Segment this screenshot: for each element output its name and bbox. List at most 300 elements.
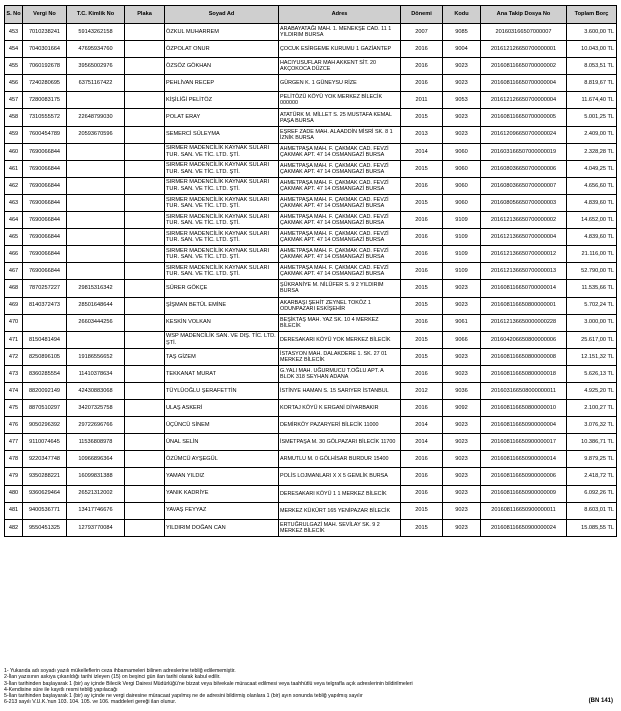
cell-soyad-ad: TAŞ GİZEM — [165, 348, 279, 365]
table-row — [5, 143, 617, 160]
cell-dosya-no: 201608036650700000006 — [481, 160, 567, 177]
cell-kodu: 9023 — [443, 109, 481, 126]
table-row — [5, 485, 617, 502]
cell-adres: AHMETPAŞA MAH. F. ÇAKMAK CAD. FEVZİ ÇAKMAK APT. 47 14 OSMANGAZİ BURSA — [279, 212, 401, 229]
table-row — [5, 297, 617, 314]
cell-soyad-ad: KESKİN VOLKAN — [165, 314, 279, 331]
cell-tc-kimlik-no: 26521312002 — [67, 485, 125, 502]
cell-kodu: 9023 — [443, 280, 481, 297]
cell-plaka — [125, 417, 165, 434]
table-row — [5, 194, 617, 211]
cell-plaka — [125, 468, 165, 485]
cell-adres: ERTUĞRULGAZİ MAH. SEVİLAY SK. 9 2 MERKEZ BİLECİK — [279, 519, 401, 536]
cell-plaka — [125, 519, 165, 536]
cell-vergi-no: 7280083175 — [23, 92, 67, 109]
cell-tc-kimlik-no: 13417746676 — [67, 502, 125, 519]
cell-sno: 472 — [5, 348, 23, 365]
cell-donemi: 2015 — [401, 280, 443, 297]
cell-kodu: 9092 — [443, 400, 481, 417]
cell-sno: 460 — [5, 143, 23, 160]
cell-dosya-no: 201608116650900000024 — [481, 519, 567, 536]
cell-plaka — [125, 280, 165, 297]
cell-soyad-ad: TÜYLÜOĞLU ŞERAFETTİN — [165, 382, 279, 399]
cell-adres: EŞREF ZADE MAH. ALAADDİN MİSRİ SK. 8 1 İZNİK BURSA — [279, 126, 401, 143]
cell-soyad-ad: SEMERCİ SÜLEYMA — [165, 126, 279, 143]
cell-vergi-no: 8140372473 — [23, 297, 67, 314]
cell-dosya-no: 201608036650700000007 — [481, 177, 567, 194]
cell-plaka — [125, 502, 165, 519]
cell-vergi-no: 7240280695 — [23, 75, 67, 92]
cell-tc-kimlik-no: 28501648644 — [67, 297, 125, 314]
table-header-row — [5, 6, 617, 24]
cell-dosya-no: 201608116650900000009 — [481, 485, 567, 502]
cell-adres: ARABAYATAĞI MAH. 1. MENEKŞE CAD. 11 1 YILDIRIM BURSA — [279, 24, 401, 41]
table-row — [5, 246, 617, 263]
header-toplam-borc: Toplam Borç — [567, 6, 617, 24]
cell-plaka — [125, 485, 165, 502]
footnote-line: 3-İlan tarihinden başlayarak 1 (bir) ay içinde Bilecik Vergi Dairesi Müdürlüğü'ne bizzat veya bilvekale müracaat edilmesi veya taahhütlü veya telgrafla açık adreslerinin bildirilmeleri — [4, 680, 413, 687]
table-row — [5, 212, 617, 229]
table-row — [5, 177, 617, 194]
cell-plaka — [125, 212, 165, 229]
cell-adres: HACIYUSUFLAR MAH AKKENT SİT. 20 AKÇOKOCA DÜZCE — [279, 58, 401, 75]
cell-tc-kimlik-no: 29722696766 — [67, 417, 125, 434]
cell-donemi: 2013 — [401, 126, 443, 143]
cell-dosya-no: 201608116650700000004 — [481, 75, 567, 92]
cell-tc-kimlik-no: 11536808978 — [67, 434, 125, 451]
cell-dosya-no: 201612136650000000228 — [481, 314, 567, 331]
table-row — [5, 58, 617, 75]
cell-sno: 481 — [5, 502, 23, 519]
cell-sno: 469 — [5, 297, 23, 314]
cell-sno: 456 — [5, 75, 23, 92]
cell-plaka — [125, 24, 165, 41]
cell-kodu: 9061 — [443, 314, 481, 331]
cell-kodu: 9004 — [443, 41, 481, 58]
cell-vergi-no: 9350288221 — [23, 468, 67, 485]
cell-plaka — [125, 297, 165, 314]
cell-toplam-borc: 6.092,26 TL — [567, 485, 617, 502]
cell-soyad-ad: SÜRER GÖKÇE — [165, 280, 279, 297]
cell-sno: 458 — [5, 109, 23, 126]
cell-plaka — [125, 92, 165, 109]
cell-soyad-ad: SIRMER MADENCİLİK KAYNAK SULARI TUR. SAN. VE TİC. LTD. ŞTİ. — [165, 194, 279, 211]
cell-adres: İSTİNYE HAMAN S. 15 SARIYER İSTANBUL — [279, 382, 401, 399]
table-row — [5, 331, 617, 348]
cell-vergi-no: 7870257227 — [23, 280, 67, 297]
cell-dosya-no: 201612126650700000001 — [481, 41, 567, 58]
table-row — [5, 109, 617, 126]
cell-tc-kimlik-no: 29815316342 — [67, 280, 125, 297]
cell-soyad-ad: SIRMER MADENCİLİK KAYNAK SULARI TUR. SAN. VE TİC. LTD. ŞTİ. — [165, 212, 279, 229]
cell-toplam-borc: 10.386,71 TL — [567, 434, 617, 451]
cell-kodu: 9109 — [443, 212, 481, 229]
cell-donemi: 2016 — [401, 58, 443, 75]
cell-dosya-no: 201612136650700000012 — [481, 246, 567, 263]
cell-kodu: 9023 — [443, 297, 481, 314]
cell-dosya-no: 201612136650700000002 — [481, 212, 567, 229]
cell-toplam-borc: 3.076,32 TL — [567, 417, 617, 434]
cell-kodu: 9060 — [443, 177, 481, 194]
table-row — [5, 160, 617, 177]
cell-adres: PELİTÖZÜ KÖYÜ YOK MERKEZ BİLECİK 000000 — [279, 92, 401, 109]
cell-donemi: 2016 — [401, 177, 443, 194]
cell-vergi-no: 7690066844 — [23, 160, 67, 177]
cell-sno: 465 — [5, 229, 23, 246]
cell-dosya-no: 201612126650700000004 — [481, 92, 567, 109]
cell-donemi: 2014 — [401, 417, 443, 434]
cell-kodu: 9023 — [443, 485, 481, 502]
cell-kodu: 9023 — [443, 348, 481, 365]
cell-plaka — [125, 451, 165, 468]
cell-dosya-no: 201608116650900000004 — [481, 417, 567, 434]
cell-toplam-borc: 4.656,60 TL — [567, 177, 617, 194]
cell-sno: 463 — [5, 194, 23, 211]
cell-sno: 476 — [5, 417, 23, 434]
cell-adres: BEŞİKTAŞ MAH. YAZ SK. 10 4 MERKEZ BİLECİK — [279, 314, 401, 331]
cell-soyad-ad: ŞİŞMAN BETÜL EMİNE — [165, 297, 279, 314]
cell-plaka — [125, 314, 165, 331]
cell-plaka — [125, 41, 165, 58]
cell-tc-kimlik-no — [67, 143, 125, 160]
cell-dosya-no: 201603166508000000011 — [481, 382, 567, 399]
cell-soyad-ad: SIRMER MADENCİLİK KAYNAK SULARI TUR. SAN. VE TİC. LTD. ŞTİ. — [165, 160, 279, 177]
cell-toplam-borc: 8.819,67 TL — [567, 75, 617, 92]
cell-soyad-ad: YILDIRIM DOĞAN CAN — [165, 519, 279, 536]
cell-donemi: 2016 — [401, 263, 443, 280]
cell-vergi-no: 8820092149 — [23, 382, 67, 399]
cell-dosya-no: 201608116650700000002 — [481, 58, 567, 75]
cell-donemi: 2015 — [401, 331, 443, 348]
cell-sno: 468 — [5, 280, 23, 297]
cell-toplam-borc: 5.702,24 TL — [567, 297, 617, 314]
cell-soyad-ad: SIRMER MADENCİLİK KAYNAK SULARI TUR. SAN. VE TİC. LTD. ŞTİ. — [165, 177, 279, 194]
cell-kodu: 9060 — [443, 194, 481, 211]
cell-dosya-no: 201608116650900000011 — [481, 502, 567, 519]
cell-toplam-borc: 3.000,00 TL — [567, 314, 617, 331]
cell-adres: G.YALI MAH. UĞURMUCU T.OĞLU APT. A BLOK 318 SEYHAN ADANA — [279, 365, 401, 382]
cell-dosya-no: 201608116650800000008 — [481, 348, 567, 365]
cell-sno: 482 — [5, 519, 23, 536]
cell-kodu: 9023 — [443, 451, 481, 468]
cell-tc-kimlik-no: 59143262158 — [67, 24, 125, 41]
cell-vergi-no: 9400536771 — [23, 502, 67, 519]
cell-dosya-no: 201603166507000007 — [481, 24, 567, 41]
cell-plaka — [125, 348, 165, 365]
cell-vergi-no: 8360285554 — [23, 365, 67, 382]
cell-donemi: 2016 — [401, 451, 443, 468]
cell-donemi: 2016 — [401, 41, 443, 58]
cell-vergi-no: 7690066844 — [23, 212, 67, 229]
cell-kodu: 9023 — [443, 417, 481, 434]
cell-vergi-no: 8870510297 — [23, 400, 67, 417]
cell-adres: AHMETPAŞA MAH. F. ÇAKMAK CAD. FEVZİ ÇAKMAK APT. 47 14 OSMANGAZİ BURSA — [279, 229, 401, 246]
cell-adres: İSMETPAŞA M. 30 GÖLPAZARI BİLECİK 11700 — [279, 434, 401, 451]
cell-adres: DERESAKARI KÖYÜ YOK MERKEZ BİLECİK — [279, 331, 401, 348]
cell-vergi-no: 7690066844 — [23, 229, 67, 246]
cell-plaka — [125, 143, 165, 160]
cell-sno: 470 — [5, 314, 23, 331]
cell-toplam-borc: 3.600,00 TL — [567, 24, 617, 41]
cell-soyad-ad: POLAT ERAY — [165, 109, 279, 126]
cell-dosya-no: 201608116650900000017 — [481, 434, 567, 451]
cell-vergi-no: 9110074645 — [23, 434, 67, 451]
cell-adres: AHMETPAŞA MAH. F. ÇAKMAK CAD. FEVZİ ÇAKMAK APT. 47 14 OSMANGAZİ BURSA — [279, 194, 401, 211]
table-row — [5, 434, 617, 451]
cell-sno: 467 — [5, 263, 23, 280]
cell-soyad-ad: SIRMER MADENCİLİK KAYNAK SULARI TUR. SAN. VE TİC. LTD. ŞTİ. — [165, 246, 279, 263]
cell-toplam-borc: 14.652,00 TL — [567, 212, 617, 229]
cell-adres: AKARBAŞI ŞEHİT ZEYNEL TOKÖZ 1 ODUNPAZARI ESKİŞEHİR — [279, 297, 401, 314]
cell-donemi: 2016 — [401, 365, 443, 382]
cell-kodu: 9023 — [443, 58, 481, 75]
cell-toplam-borc: 2.328,28 TL — [567, 143, 617, 160]
cell-donemi: 2015 — [401, 109, 443, 126]
header-sno: S. No — [5, 6, 23, 24]
cell-sno: 464 — [5, 212, 23, 229]
cell-soyad-ad: YANIK KADRİYE — [165, 485, 279, 502]
cell-plaka — [125, 160, 165, 177]
cell-dosya-no: 201608116650800000018 — [481, 365, 567, 382]
cell-toplam-borc: 11.535,66 TL — [567, 280, 617, 297]
cell-sno: 474 — [5, 382, 23, 399]
cell-dosya-no: 201608116650900000014 — [481, 451, 567, 468]
cell-dosya-no: 201608056650700000003 — [481, 194, 567, 211]
cell-soyad-ad: ÜNAL SELİN — [165, 434, 279, 451]
cell-toplam-borc: 4.925,20 TL — [567, 382, 617, 399]
table-row — [5, 502, 617, 519]
cell-toplam-borc: 25.617,00 TL — [567, 331, 617, 348]
cell-toplam-borc: 4.839,60 TL — [567, 194, 617, 211]
table-row — [5, 41, 617, 58]
cell-dosya-no: 201612136650700000013 — [481, 263, 567, 280]
cell-kodu: 9023 — [443, 365, 481, 382]
cell-donemi: 2015 — [401, 160, 443, 177]
table-row — [5, 75, 617, 92]
cell-plaka — [125, 109, 165, 126]
cell-kodu: 9109 — [443, 246, 481, 263]
cell-dosya-no: 201603166507000000019 — [481, 143, 567, 160]
cell-toplam-borc: 4.839,60 TL — [567, 229, 617, 246]
cell-plaka — [125, 229, 165, 246]
cell-donemi: 2007 — [401, 24, 443, 41]
debt-notice-table-container — [4, 5, 616, 537]
cell-plaka — [125, 263, 165, 280]
footnotes — [4, 668, 616, 706]
cell-donemi: 2015 — [401, 297, 443, 314]
cell-tc-kimlik-no: 16099831388 — [67, 468, 125, 485]
cell-tc-kimlik-no: 47695934760 — [67, 41, 125, 58]
cell-adres: ÇOCUK ESİRGEME KURUMU 1 GAZİANTEP — [279, 41, 401, 58]
cell-donemi: 2016 — [401, 400, 443, 417]
cell-kodu: 9023 — [443, 468, 481, 485]
cell-kodu: 9036 — [443, 382, 481, 399]
cell-dosya-no: 201612136650700000004 — [481, 229, 567, 246]
cell-plaka — [125, 58, 165, 75]
cell-soyad-ad: ÖZSÖZ GÖKHAN — [165, 58, 279, 75]
cell-vergi-no: 7310555572 — [23, 109, 67, 126]
cell-tc-kimlik-no: 12793770084 — [67, 519, 125, 536]
cell-soyad-ad: SIRMER MADENCİLİK KAYNAK SULARI TUR. SAN. VE TİC. LTD. ŞTİ. — [165, 143, 279, 160]
cell-soyad-ad: WSP MADENCİLİK SAN. VE DIŞ. TİC. LTD. ŞTİ. — [165, 331, 279, 348]
cell-tc-kimlik-no: 63751167422 — [67, 75, 125, 92]
cell-donemi: 2015 — [401, 502, 443, 519]
cell-adres: ATATÜRK M. MİLLET S. 25 MUSTAFA KEMAL PAŞA BURSA — [279, 109, 401, 126]
table-row — [5, 365, 617, 382]
cell-soyad-ad: SIRMER MADENCİLİK KAYNAK SULARI TUR. SAN. VE TİC. LTD. ŞTİ. — [165, 263, 279, 280]
cell-dosya-no: 201608116650700000014 — [481, 280, 567, 297]
cell-sno: 473 — [5, 365, 23, 382]
table-row — [5, 348, 617, 365]
cell-plaka — [125, 434, 165, 451]
cell-donemi: 2016 — [401, 314, 443, 331]
cell-donemi: 2016 — [401, 212, 443, 229]
table-row — [5, 280, 617, 297]
cell-vergi-no: 7690066844 — [23, 263, 67, 280]
cell-tc-kimlik-no: 19186556652 — [67, 348, 125, 365]
cell-sno: 466 — [5, 246, 23, 263]
cell-adres: AHMETPAŞA MAH. F. ÇAKMAK CAD. FEVZİ ÇAKMAK APT. 47 14 OSMANGAZİ BURSA — [279, 177, 401, 194]
footnote-line: 2-İlan yazısının askıya çıkarıldığı tarihi izleyen (15) on beşinci gün ilan tarihi olarak kabul edilir. — [4, 674, 221, 681]
cell-dosya-no: 201608116650800000001 — [481, 297, 567, 314]
cell-soyad-ad: ÜÇÜNCÜ SİNEM — [165, 417, 279, 434]
cell-vergi-no: 7060192678 — [23, 58, 67, 75]
cell-tc-kimlik-no — [67, 92, 125, 109]
footnote-line: 1- Yukarıda adı soyadı yazılı mükelleflerin ceza ihbarnameleri bilinen adreslerine tebliğ edilememiştir. — [4, 668, 236, 674]
cell-kodu: 9109 — [443, 229, 481, 246]
cell-kodu: 9023 — [443, 502, 481, 519]
cell-toplam-borc: 8.603,01 TL — [567, 502, 617, 519]
cell-adres: DEMİRKÖY PAZARYERİ BİLECİK 11000 — [279, 417, 401, 434]
cell-plaka — [125, 194, 165, 211]
cell-plaka — [125, 177, 165, 194]
header-adres: Adres — [279, 6, 401, 24]
cell-vergi-no: 7690066844 — [23, 143, 67, 160]
footnote-line: 5-İlan tarihinden başlayarak 1 (bir) ay içinde ne vergi dairesine müracaat yapılmış ne de adresini bildirmiş olanlara 1 (bir) ayın sonunda tebliğ yapılmış sayılır — [4, 693, 363, 700]
cell-dosya-no: 201608116650700000005 — [481, 109, 567, 126]
cell-donemi: 2016 — [401, 75, 443, 92]
cell-kodu: 9053 — [443, 92, 481, 109]
table-row — [5, 92, 617, 109]
header-tc-kimlik-no: T.C. Kimlik No — [67, 6, 125, 24]
cell-tc-kimlik-no — [67, 263, 125, 280]
cell-donemi: 2015 — [401, 519, 443, 536]
cell-soyad-ad: SIRMER MADENCİLİK KAYNAK SULARI TUR. SAN. VE TİC. LTD. ŞTİ. — [165, 229, 279, 246]
header-dosya-no: Ana Takip Dosya No — [481, 6, 567, 24]
cell-sno: 480 — [5, 485, 23, 502]
cell-adres: AHMETPAŞA MAH. F. ÇAKMAK CAD. FEVZİ ÇAKMAK APT. 47 14 OSMANGAZİ BURSA — [279, 143, 401, 160]
cell-sno: 461 — [5, 160, 23, 177]
cell-adres: MERKEZ KÜKÜRT 165 YENİPAZAR BİLECİK — [279, 502, 401, 519]
cell-tc-kimlik-no — [67, 212, 125, 229]
cell-toplam-borc: 12.151,32 TL — [567, 348, 617, 365]
cell-soyad-ad: ÖZÜMCÜ AYŞEGÜL — [165, 451, 279, 468]
cell-vergi-no — [23, 314, 67, 331]
cell-donemi: 2016 — [401, 468, 443, 485]
cell-adres: POLİS LOJMANLARI X X 5 GEMLİK BURSA — [279, 468, 401, 485]
cell-sno: 477 — [5, 434, 23, 451]
cell-tc-kimlik-no: 42430883068 — [67, 382, 125, 399]
cell-plaka — [125, 365, 165, 382]
cell-toplam-borc: 21.116,00 TL — [567, 246, 617, 263]
cell-toplam-borc: 2.409,00 TL — [567, 126, 617, 143]
header-soyad-ad: Soyad Ad — [165, 6, 279, 24]
table-row — [5, 24, 617, 41]
cell-tc-kimlik-no — [67, 160, 125, 177]
cell-donemi: 2014 — [401, 143, 443, 160]
cell-donemi: 2015 — [401, 194, 443, 211]
cell-tc-kimlik-no: 34207325758 — [67, 400, 125, 417]
cell-toplam-borc: 10.043,00 TL — [567, 41, 617, 58]
cell-soyad-ad: ULAŞ ASKERİ — [165, 400, 279, 417]
cell-soyad-ad: YAMAN YILDIZ — [165, 468, 279, 485]
cell-sno: 479 — [5, 468, 23, 485]
cell-tc-kimlik-no — [67, 177, 125, 194]
cell-vergi-no: 7600454789 — [23, 126, 67, 143]
cell-sno: 454 — [5, 41, 23, 58]
cell-dosya-no: 201604206650800000006 — [481, 331, 567, 348]
cell-sno: 475 — [5, 400, 23, 417]
cell-dosya-no: 201608116650900000006 — [481, 468, 567, 485]
cell-toplam-borc: 4.049,25 TL — [567, 160, 617, 177]
cell-plaka — [125, 400, 165, 417]
table-row — [5, 451, 617, 468]
table-body — [5, 24, 617, 537]
cell-sno: 478 — [5, 451, 23, 468]
cell-kodu: 9023 — [443, 126, 481, 143]
cell-vergi-no: 8150481494 — [23, 331, 67, 348]
cell-tc-kimlik-no: 22648799030 — [67, 109, 125, 126]
cell-adres: ARMUTLU M. 0 GÖLHİSAR BURDUR 15400 — [279, 451, 401, 468]
cell-donemi: 2011 — [401, 92, 443, 109]
cell-kodu: 9060 — [443, 160, 481, 177]
cell-adres: KORTAJ KÖYÜ K ERGANİ DİYARBAKIR — [279, 400, 401, 417]
cell-vergi-no: 7690066844 — [23, 177, 67, 194]
table-row — [5, 417, 617, 434]
cell-kodu: 9085 — [443, 24, 481, 41]
cell-sno: 455 — [5, 58, 23, 75]
cell-tc-kimlik-no — [67, 331, 125, 348]
cell-adres: DERESAKARI KÖYÜ 1 1 MERKEZ BİLECİK — [279, 485, 401, 502]
cell-plaka — [125, 126, 165, 143]
cell-donemi: 2015 — [401, 348, 443, 365]
header-vergi-no: Vergi No — [23, 6, 67, 24]
cell-sno: 471 — [5, 331, 23, 348]
cell-donemi: 2014 — [401, 434, 443, 451]
footnote-line: 6-213 sayılı V.U.K.'nun 103. 104. 105. ve 106. maddeleri gereği ilan olunur. — [4, 699, 177, 706]
table-row — [5, 229, 617, 246]
cell-kodu: 9023 — [443, 75, 481, 92]
cell-tc-kimlik-no: 11410378634 — [67, 365, 125, 382]
header-kodu: Kodu — [443, 6, 481, 24]
cell-vergi-no: 9550451325 — [23, 519, 67, 536]
table-row — [5, 263, 617, 280]
cell-toplam-borc: 11.674,40 TL — [567, 92, 617, 109]
cell-toplam-borc: 5.001,25 TL — [567, 109, 617, 126]
cell-sno: 453 — [5, 24, 23, 41]
cell-soyad-ad: KİŞİLİĞİ PELİTÖZ — [165, 92, 279, 109]
table-row — [5, 126, 617, 143]
cell-donemi: 2016 — [401, 485, 443, 502]
cell-soyad-ad: ÖZPOLAT ONUR — [165, 41, 279, 58]
cell-dosya-no: 201612096650700000024 — [481, 126, 567, 143]
cell-vergi-no: 7040301664 — [23, 41, 67, 58]
cell-tc-kimlik-no: 20593670596 — [67, 126, 125, 143]
cell-adres: ŞÜKRANİYE M. NİLÜFER S. 9 2 YILDIRIM BURSA — [279, 280, 401, 297]
cell-plaka — [125, 75, 165, 92]
header-plaka: Plaka — [125, 6, 165, 24]
cell-adres: GÜRGEN K. 1 GÜNEYSU RİZE — [279, 75, 401, 92]
